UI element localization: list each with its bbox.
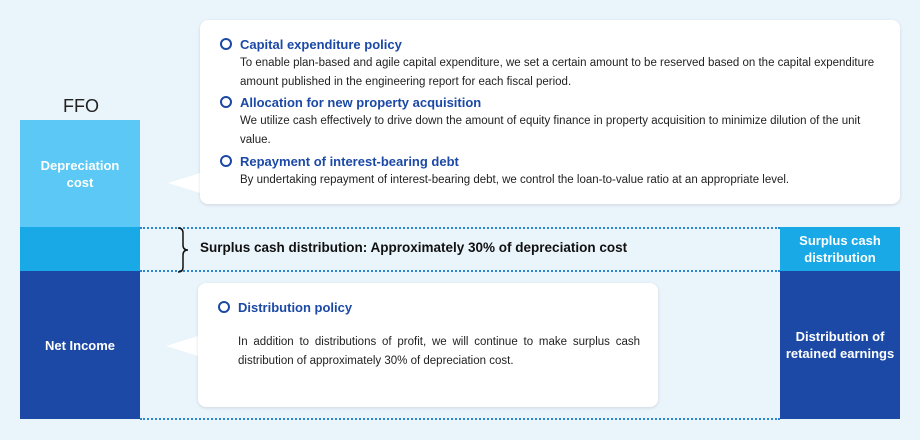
distribution-policy-item [218, 299, 640, 371]
ffo-label: FFO [63, 96, 99, 116]
surplus-cash-distribution-label: Surplus cash distribution [799, 233, 881, 265]
callout-pointer-policies [168, 173, 200, 193]
policy-item-capex [220, 36, 884, 92]
curly-brace-icon [176, 226, 190, 274]
net-income-block [20, 271, 140, 419]
callout-pointer-distribution [166, 336, 198, 356]
surplus-cash-distribution-block [780, 227, 900, 271]
depreciation-cost-label: Depreciation cost [40, 157, 120, 190]
retained-earnings-block [780, 271, 900, 419]
policy-text: We utilize cash effectively to drive down the amount of equity finance in property acquisition to minimize dilution of the unit value. [240, 115, 861, 146]
policy-heading: Repayment of interest-bearing debt [240, 154, 459, 169]
policies-card [200, 20, 900, 204]
dotted-divider-bottom [140, 418, 780, 420]
policy-item-debt [220, 153, 884, 190]
distribution-policy-card [198, 283, 658, 407]
depreciation-cost-block [20, 120, 140, 227]
policy-heading: Allocation for new property acquisition [240, 95, 482, 110]
distribution-policy-text: In addition to distributions of profit, we will continue to make surplus cash distribution of approximately 30% of depreciation cost. [238, 336, 640, 367]
policy-text: To enable plan-based and agile capital expenditure, we set a certain amount to be reserved based on the capital expenditure amount published in the engineering report for each fiscal period. [240, 57, 875, 88]
bullet-circle-icon [218, 301, 230, 313]
dotted-divider-top [140, 227, 780, 229]
bullet-circle-icon [220, 96, 232, 108]
distribution-policy-heading: Distribution policy [238, 300, 353, 315]
bullet-circle-icon [220, 38, 232, 50]
surplus-distribution-line: Surplus cash distribution: Approximately 30% of depreciation cost [200, 240, 628, 255]
retained-earnings-label: Distribution of retained earnings [785, 329, 895, 361]
dotted-divider-middle [140, 270, 780, 272]
policy-heading: Capital expenditure policy [240, 37, 402, 52]
bullet-circle-icon [220, 155, 232, 167]
net-income-label: Net Income [44, 337, 116, 353]
policy-item-acquisition [220, 94, 884, 150]
policy-text: By undertaking repayment of interest-bearing debt, we control the loan-to-value ratio at an appropriate level. [240, 174, 790, 186]
surplus-segment-block [20, 227, 140, 271]
